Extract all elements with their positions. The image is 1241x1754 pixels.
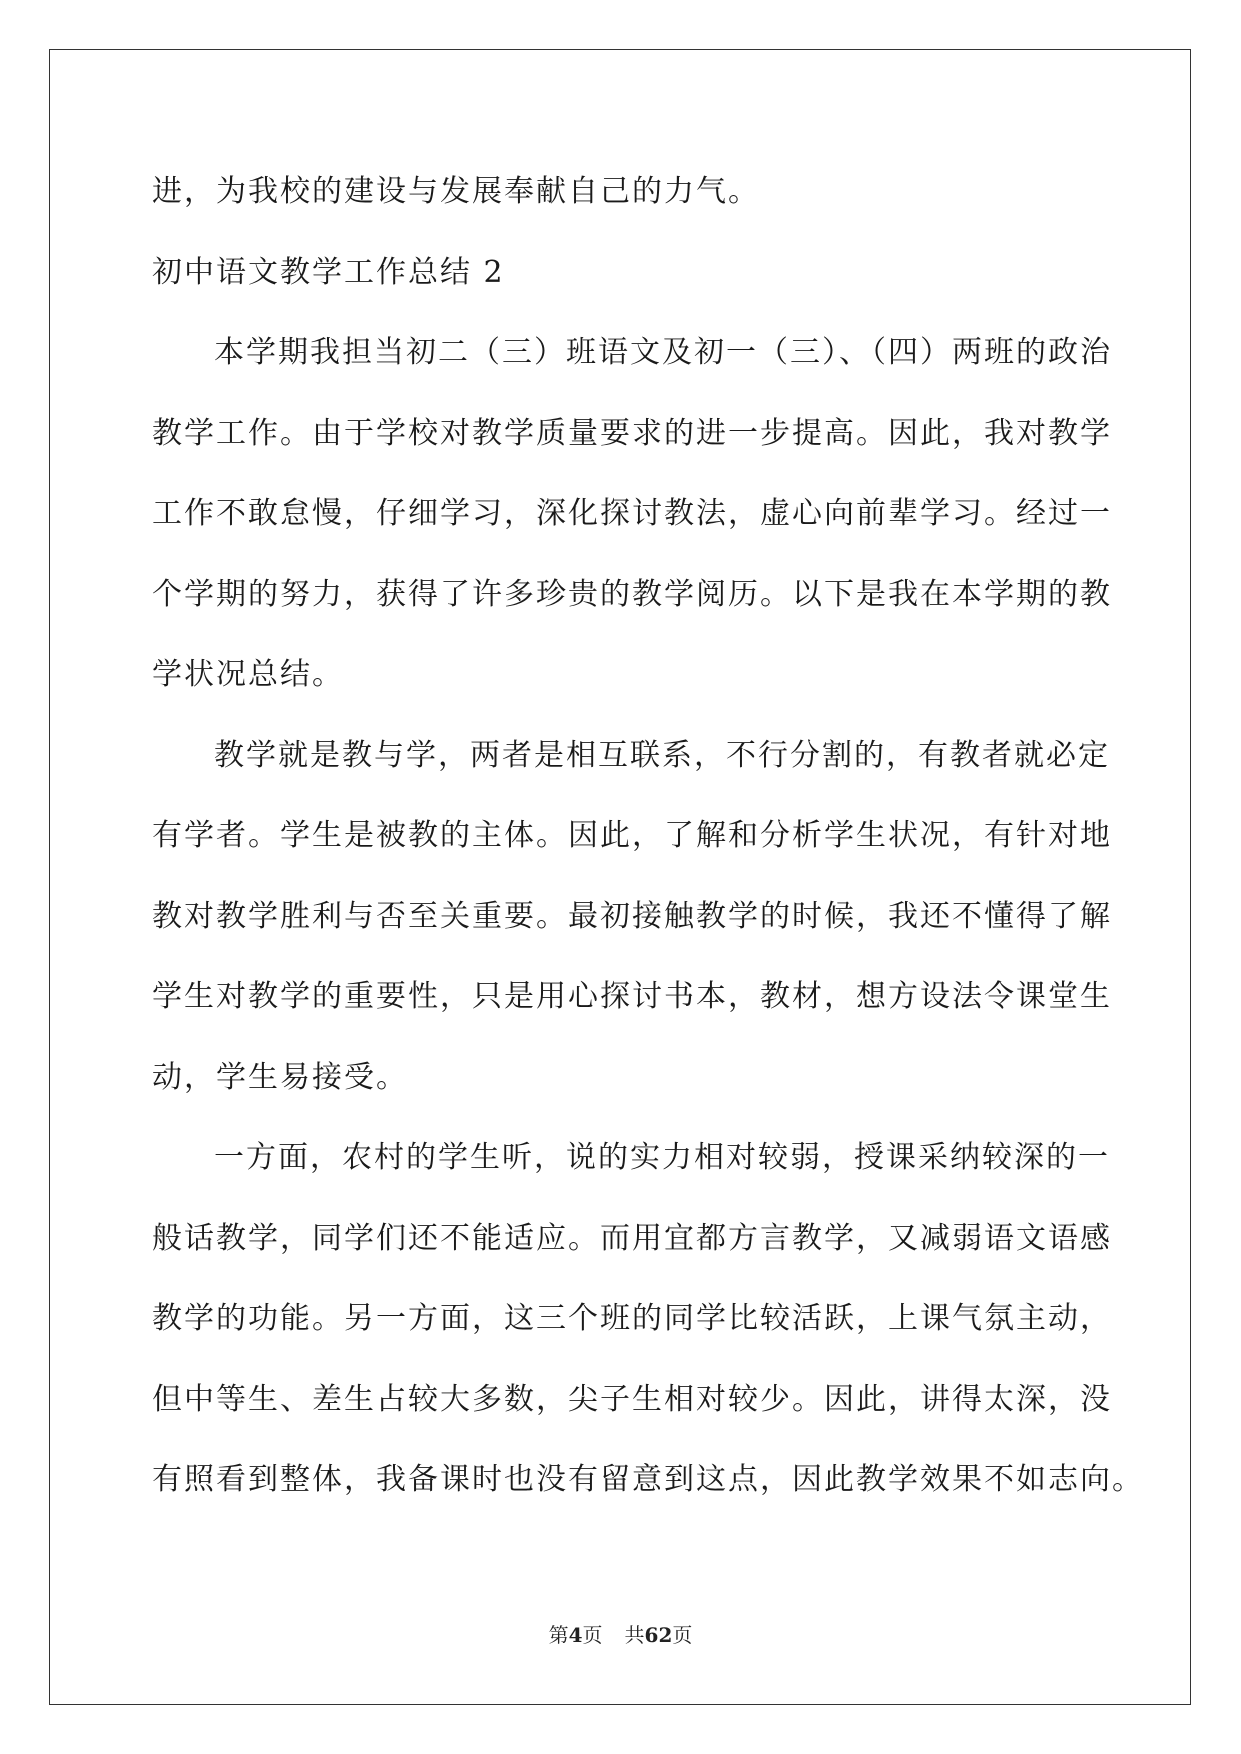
paragraph-3-line: 一方面，农村的学生听，说的实力相对较弱，授课采纳较深的一 <box>214 1140 1110 1175</box>
page-number: 4 <box>568 1623 583 1647</box>
paragraph-2-line: 学生对教学的重要性，只是用心探讨书本，教材，想方设法令课堂生 <box>152 979 1112 1014</box>
document-body <box>152 152 1144 1521</box>
section-heading: 初中语文教学工作总结 2 <box>152 254 505 290</box>
paragraph-2-line: 有学者。学生是被教的主体。因此，了解和分析学生状况，有针对地 <box>152 818 1112 853</box>
paragraph-3-line: 但中等生、差生占较大多数，尖子生相对较少。因此，讲得太深，没 <box>152 1381 1112 1417</box>
page-footer <box>0 1621 1241 1649</box>
paragraph-3-line: 般话教学，同学们还不能适应。而用宜都方言教学，又减弱语文语感 <box>152 1220 1112 1256</box>
page-suffix: 页 <box>582 1623 603 1647</box>
page-prefix: 第 <box>548 1623 569 1647</box>
paragraph-1-line: 学状况总结。 <box>152 657 344 692</box>
paragraph-3-line: 教学的功能。另一方面，这三个班的同学比较活跃，上课气氛主动， <box>152 1301 1112 1336</box>
paragraph-1-line: 本学期我担当初二（三）班语文及初一（三）、（四）两班的政治 <box>214 335 1112 370</box>
paragraph-2-line: 教对教学胜利与否至关重要。最初接触教学的时候，我还不懂得了解 <box>152 898 1112 934</box>
text-line: 进，为我校的建设与发展奉献自己的力气。 <box>152 174 760 209</box>
total-pages: 62 <box>644 1623 673 1647</box>
paragraph-3-line: 有照看到整体，我备课时也没有留意到这点，因此教学效果不如志向。 <box>152 1462 1144 1497</box>
paragraph-1-line: 工作不敢怠慢，仔细学习，深化探讨教法，虚心向前辈学习。经过一 <box>152 496 1112 531</box>
total-suffix: 页 <box>672 1623 693 1647</box>
total-prefix: 共 <box>624 1623 645 1647</box>
paragraph-1-line: 教学工作。由于学校对教学质量要求的进一步提高。因此，我对教学 <box>152 415 1112 451</box>
paragraph-2-line: 动，学生易接受。 <box>152 1059 408 1095</box>
paragraph-1-line: 个学期的努力，获得了许多珍贵的教学阅历。以下是我在本学期的教 <box>152 576 1112 612</box>
paragraph-2-line: 教学就是教与学，两者是相互联系，不行分割的，有教者就必定 <box>214 737 1110 773</box>
